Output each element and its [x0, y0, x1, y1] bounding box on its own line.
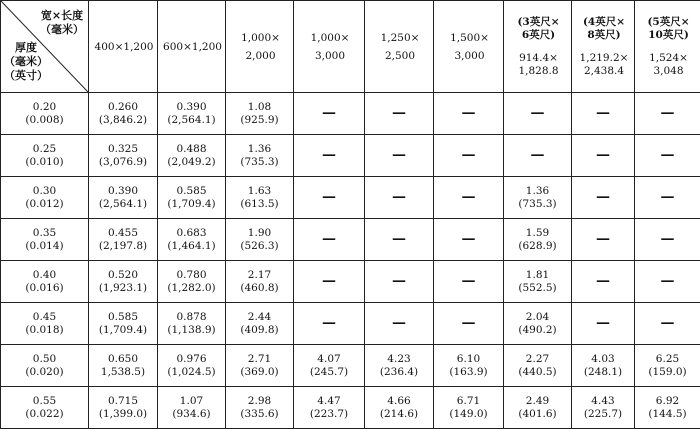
empty-cell-dash: —: [294, 303, 365, 345]
count-value: (144.5): [648, 407, 687, 420]
empty-cell-dash: —: [635, 219, 700, 261]
empty-cell-dash: —: [365, 93, 434, 135]
count-value: (159.0): [648, 365, 687, 378]
col-header-1000x3000: 1,000× 3,000: [294, 1, 365, 93]
empty-cell-dash: —: [365, 219, 434, 261]
thickness-in: (0.008): [25, 113, 64, 126]
value-cell: [226, 219, 294, 261]
empty-cell-dash: —: [294, 135, 365, 177]
count-value: (934.6): [172, 407, 211, 420]
count-value: (628.9): [518, 239, 557, 252]
col-header-1500x3000: 1,500× 3,000: [434, 1, 504, 93]
count-value: (613.5): [240, 197, 279, 210]
count-value: (1,024.5): [167, 365, 216, 378]
weight-value: 2.49: [525, 394, 550, 407]
value-cell: [365, 387, 434, 429]
empty-cell-dash: —: [294, 261, 365, 303]
col-header-5x10ft: (5英尺× 10英尺) 1,524× 3,048: [635, 1, 700, 93]
value-cell: [226, 93, 294, 135]
count-value: (163.9): [449, 365, 488, 378]
thickness-cell: [1, 93, 89, 135]
value-cell: [226, 387, 294, 429]
col-header-1250x2500: 1,250× 2,500: [365, 1, 434, 93]
count-value: (552.5): [518, 281, 557, 294]
value-cell: [434, 345, 504, 387]
value-cell: [504, 219, 572, 261]
thickness-cell: [1, 261, 89, 303]
thickness-cell: [1, 177, 89, 219]
count-value: 1,538.5): [100, 365, 146, 378]
count-value: (1,399.0): [98, 407, 148, 420]
value-cell: [158, 261, 226, 303]
weight-value: 0.390: [176, 100, 207, 113]
weight-value: 0.260: [107, 100, 139, 113]
empty-cell-dash: —: [434, 177, 504, 219]
count-value: (440.5): [518, 365, 557, 378]
empty-cell-dash: —: [504, 93, 572, 135]
count-value: (460.8): [240, 281, 279, 294]
thickness-mm: 0.25: [32, 142, 57, 155]
value-cell: [89, 177, 158, 219]
value-cell: [158, 93, 226, 135]
table-row: [1, 93, 700, 135]
count-value: (2,564.1): [98, 197, 148, 210]
empty-cell-dash: —: [504, 135, 572, 177]
count-value: (236.4): [379, 365, 419, 378]
count-value: (490.2): [518, 323, 557, 336]
count-value: (1,138.9): [167, 323, 216, 336]
thickness-mm: 0.20: [32, 100, 57, 113]
weight-value: 1.08: [247, 100, 272, 113]
weight-value: 0.520: [107, 268, 139, 281]
weight-value: 0.976: [176, 352, 207, 365]
value-cell: [89, 387, 158, 429]
weight-value: 4.43: [591, 394, 615, 407]
value-cell: [226, 135, 294, 177]
count-value: (369.0): [240, 365, 279, 378]
empty-cell-dash: —: [365, 261, 434, 303]
table-row: [1, 177, 700, 219]
value-cell: [158, 219, 226, 261]
empty-cell-dash: —: [434, 219, 504, 261]
value-cell: [226, 303, 294, 345]
weight-value: 0.780: [176, 268, 207, 281]
weight-value: 2.98: [247, 394, 272, 407]
corner-header: [1, 1, 89, 93]
weight-value: 6.92: [655, 394, 680, 407]
count-value: (526.3): [240, 239, 279, 252]
empty-cell-dash: —: [572, 219, 635, 261]
thickness-mm: 0.35: [32, 226, 57, 239]
thickness-in: (0.020): [25, 365, 64, 378]
weight-value: 0.488: [176, 142, 207, 155]
col-header-400x1200: 400×1,200: [89, 1, 158, 93]
empty-cell-dash: —: [365, 177, 434, 219]
weight-value: 1.07: [179, 394, 204, 407]
thickness-in: (0.014): [25, 239, 64, 252]
table-row: [1, 345, 700, 387]
empty-cell-dash: —: [572, 93, 635, 135]
count-value: (401.6): [518, 407, 557, 420]
weight-value: 0.585: [176, 184, 207, 197]
empty-cell-dash: —: [365, 303, 434, 345]
empty-cell-dash: —: [572, 261, 635, 303]
weight-value: 0.455: [107, 226, 139, 239]
count-value: (214.6): [379, 407, 419, 420]
empty-cell-dash: —: [434, 135, 504, 177]
thickness-in: (0.010): [25, 155, 64, 168]
count-value: (149.0): [449, 407, 488, 420]
count-value: (3,846.2): [98, 113, 148, 126]
empty-cell-dash: —: [294, 219, 365, 261]
thickness-mm: 0.45: [32, 310, 57, 323]
weight-value: 1.36: [525, 184, 550, 197]
weight-value: 4.23: [387, 352, 411, 365]
header-row: [1, 1, 700, 93]
value-cell: [635, 387, 700, 429]
thickness-cell: [1, 345, 89, 387]
value-cell: [158, 303, 226, 345]
count-value: (925.9): [240, 113, 279, 126]
value-cell: [158, 387, 226, 429]
weight-value: 6.10: [456, 352, 481, 365]
value-cell: [89, 93, 158, 135]
thickness-in: (0.022): [25, 407, 64, 420]
weight-value: 2.44: [247, 310, 272, 323]
weight-value: 0.585: [107, 310, 139, 323]
value-cell: [504, 177, 572, 219]
weight-value: 0.683: [176, 226, 207, 239]
thickness-mm: 0.40: [32, 268, 57, 281]
table-row: [1, 219, 700, 261]
value-cell: [226, 177, 294, 219]
weight-value: 1.81: [525, 268, 550, 281]
col-header-1000x2000: 1,000× 2,000: [226, 1, 294, 93]
empty-cell-dash: —: [635, 135, 700, 177]
thickness-in: (0.012): [25, 197, 64, 210]
empty-cell-dash: —: [294, 177, 365, 219]
thickness-in: (0.018): [25, 323, 64, 336]
weight-value: 1.36: [247, 142, 272, 155]
table-row: [1, 261, 700, 303]
weight-value: 0.878: [176, 310, 207, 323]
count-value: (735.3): [518, 197, 557, 210]
table-row: [1, 387, 700, 429]
value-cell: [294, 387, 365, 429]
value-cell: [504, 387, 572, 429]
thickness-in: (0.016): [25, 281, 64, 294]
value-cell: [572, 387, 635, 429]
empty-cell-dash: —: [572, 177, 635, 219]
thickness-cell: [1, 303, 89, 345]
empty-cell-dash: —: [572, 303, 635, 345]
weight-value: 4.07: [317, 352, 341, 365]
count-value: (245.7): [309, 365, 349, 378]
empty-cell-dash: —: [635, 93, 700, 135]
count-value: (1,709.4): [98, 323, 148, 336]
thickness-cell: [1, 219, 89, 261]
weight-value: 1.90: [247, 226, 272, 239]
table-row: [1, 135, 700, 177]
thickness-mm: 0.50: [32, 352, 57, 365]
weight-value: 1.63: [247, 184, 272, 197]
count-value: (1,282.0): [167, 281, 216, 294]
value-cell: [226, 261, 294, 303]
empty-cell-dash: —: [635, 303, 700, 345]
count-value: (1,464.1): [167, 239, 216, 252]
count-value: (409.8): [240, 323, 279, 336]
table-body: [1, 93, 700, 429]
thickness-mm: 0.30: [32, 184, 57, 197]
thickness-cell: [1, 387, 89, 429]
weight-value: 1.59: [525, 226, 550, 239]
weight-value: 4.66: [387, 394, 411, 407]
value-cell: [504, 261, 572, 303]
value-cell: [572, 345, 635, 387]
weight-value: 0.715: [107, 394, 139, 407]
value-cell: [89, 261, 158, 303]
count-value: (2,564.1): [167, 113, 216, 126]
value-cell: [89, 345, 158, 387]
thickness-mm: 0.55: [32, 394, 57, 407]
weight-value: 2.71: [247, 352, 272, 365]
weight-value: 0.390: [107, 184, 139, 197]
weight-value: 2.27: [525, 352, 550, 365]
value-cell: [365, 345, 434, 387]
empty-cell-dash: —: [365, 135, 434, 177]
col-header-3x6ft: (3英尺× 6英尺) 914.4× 1,828.8: [504, 1, 572, 93]
empty-cell-dash: —: [572, 135, 635, 177]
value-cell: [294, 345, 365, 387]
weight-value: 4.47: [317, 394, 341, 407]
thickness-cell: [1, 135, 89, 177]
empty-cell-dash: —: [434, 93, 504, 135]
value-cell: [158, 177, 226, 219]
col-header-4x8ft: (4英尺× 8英尺) 1,219.2× 2,438.4: [572, 1, 635, 93]
empty-cell-dash: —: [434, 303, 504, 345]
weight-value: 6.25: [655, 352, 680, 365]
weight-value: 4.03: [591, 352, 615, 365]
count-value: (225.7): [583, 407, 623, 420]
col-header-600x1200: 600×1,200: [158, 1, 226, 93]
count-value: (223.7): [309, 407, 349, 420]
corner-bottom-label: 厚度 （毫米） （英寸）: [4, 41, 48, 82]
weight-value: 0.650: [107, 352, 139, 365]
weight-value: 2.04: [525, 310, 550, 323]
value-cell: [504, 345, 572, 387]
count-value: (3,076.9): [98, 155, 148, 168]
empty-cell-dash: —: [635, 177, 700, 219]
count-value: (1,709.4): [167, 197, 216, 210]
value-cell: [158, 345, 226, 387]
count-value: (1,923.1): [98, 281, 148, 294]
value-cell: [635, 345, 700, 387]
empty-cell-dash: —: [294, 93, 365, 135]
count-value: (2,197.8): [98, 239, 148, 252]
count-value: (2,049.2): [167, 155, 216, 168]
weight-value: 0.325: [107, 142, 139, 155]
count-value: (248.1): [583, 365, 623, 378]
weight-value: 6.71: [456, 394, 481, 407]
value-cell: [89, 219, 158, 261]
value-cell: [226, 345, 294, 387]
value-cell: [89, 135, 158, 177]
table-row: [1, 303, 700, 345]
empty-cell-dash: —: [434, 261, 504, 303]
value-cell: [158, 135, 226, 177]
value-cell: [504, 303, 572, 345]
empty-cell-dash: —: [635, 261, 700, 303]
count-value: (735.3): [240, 155, 279, 168]
value-cell: [89, 303, 158, 345]
value-cell: [434, 387, 504, 429]
count-value: (335.6): [240, 407, 279, 420]
corner-top-label: 宽×长度 （毫米）: [40, 9, 84, 36]
weight-value: 2.17: [247, 268, 272, 281]
